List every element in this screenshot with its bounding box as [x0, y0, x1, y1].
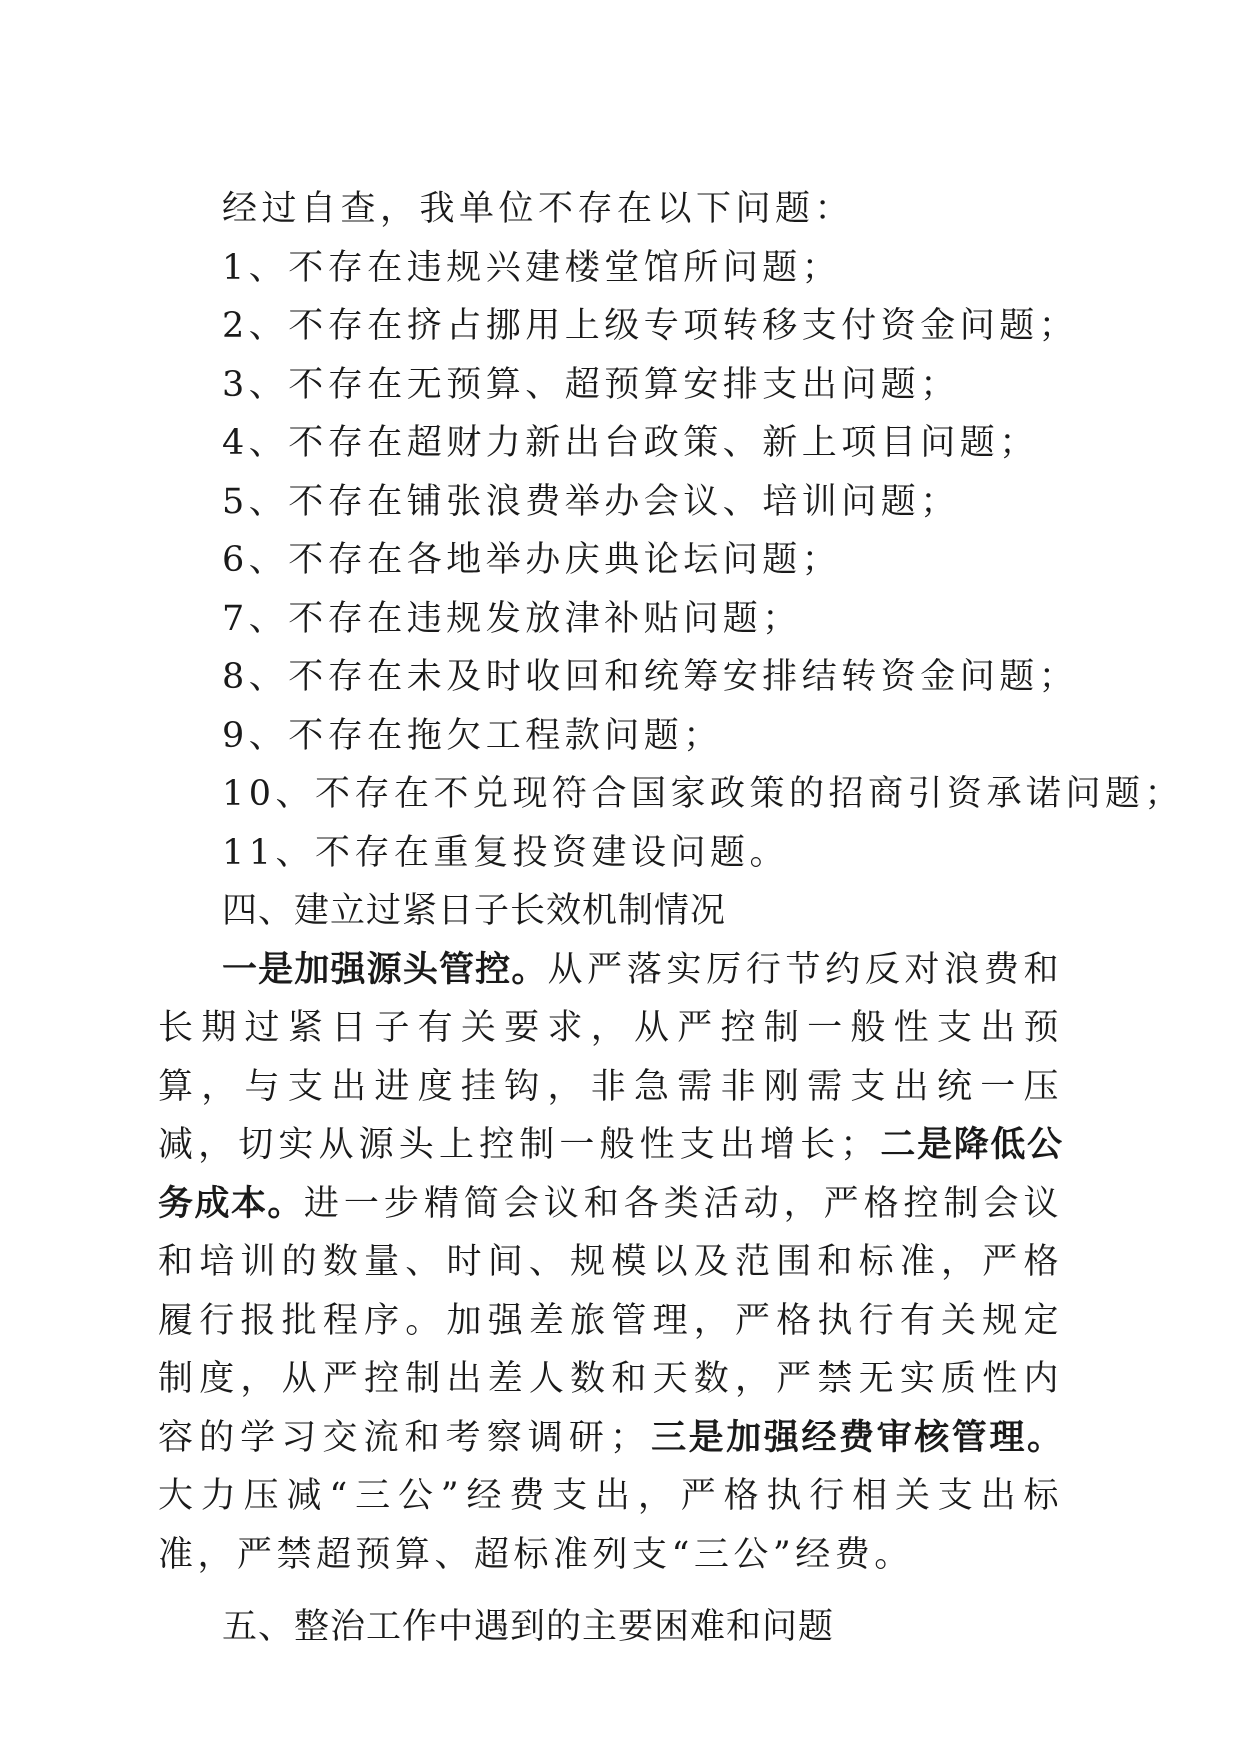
list-item: 2、不存在挤占挪用上级专项转移支付资金问题； — [222, 306, 1079, 346]
list-item: 6、不存在各地举办庆典论坛问题； — [222, 540, 842, 580]
list-item: 9、不存在拖欠工程款问题； — [222, 715, 723, 756]
point-1-title: 一是加强源头管控。 — [222, 949, 548, 990]
point-3-title: 三是加强经费审核管理。 — [649, 1417, 1063, 1458]
section-4-heading: 四、建立过紧日子长效机制情况 — [222, 891, 727, 931]
list-item: 8、不存在未及时收回和统筹安排结转资金问题； — [222, 657, 1079, 697]
point-3-text: 大力压减“三公”经费支出，严格执行相关支出标准，严禁超预算、超标准列支“三公”经费。 — [158, 1476, 1063, 1575]
section-4-body — [158, 941, 1063, 1585]
list-item: 4、不存在超财力新出台政策、新上项目问题； — [222, 423, 1039, 463]
spacer — [158, 1584, 1063, 1598]
list-item: 11、不存在重复投资建设问题。 — [222, 832, 790, 873]
list-item: 5、不存在铺张浪费举办会议、培训问题； — [222, 481, 960, 522]
point-2-text: 进一步精简会议和各类活动，严格控制会议和培训的数量、时间、规模以及范围和标准，严格履行报批程序。加强差旅管理，严格执行有关规定制度，从严控制出差人数和天数，严禁无实质性内容的学习交流和考察调研； — [158, 1183, 1063, 1458]
list-item: 3、不存在无预算、超预算安排支出问题； — [222, 364, 960, 405]
document-page — [158, 180, 1185, 1657]
problem-list — [158, 239, 1185, 883]
section-5-heading: 五、整治工作中遇到的主要困难和问题 — [222, 1607, 835, 1647]
point-1-text: 从严落实厉行节约反对浪费和长期过紧日子有关要求，从严控制一般性支出预算，与支出进度挂钩，非急需非刚需支出统一压减，切实从源头上控制一般性支出增长； — [158, 949, 1063, 1165]
list-item: 10、不存在不兑现符合国家政策的招商引资承诺问题； — [222, 774, 1185, 814]
intro-text: 经过自查，我单位不存在以下问题： — [222, 189, 855, 229]
list-item: 7、不存在违规发放津补贴问题； — [222, 598, 802, 639]
list-item: 1、不存在违规兴建楼堂馆所问题； — [222, 247, 842, 288]
point-2-title: 二是降低公务成本。 — [158, 1125, 1063, 1224]
